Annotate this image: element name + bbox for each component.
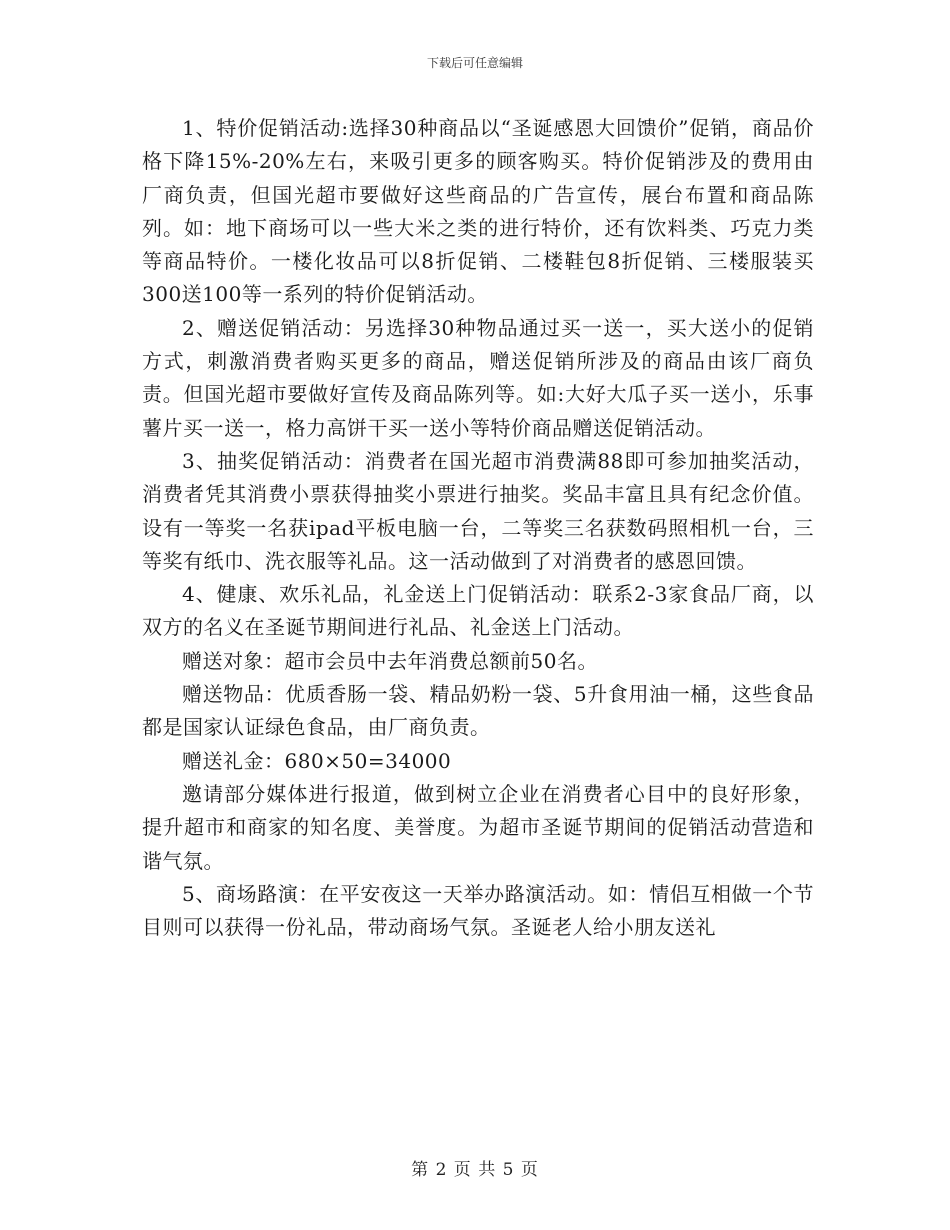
paragraph-home-delivery-promotion: 4、健康、欢乐礼品，礼金送上门促销活动：联系2-3家食品厂商，以双方的名义在圣诞节期间进行礼品、礼金送上门活动。 [142,582,814,640]
paragraph-gift-promotion: 2、赠送促销活动：另选择30种物品通过买一送一，买大送小的促销方式，刺激消费者购买更多的商品，赠送促销所涉及的商品由该厂商负责。但国光超市要做好宣传及商品陈列等。如:大好大瓜子买一送小，乐事薯片买一送一，格力高饼干买一送小等特价商品赠送促销活动。 [142,315,814,440]
paragraph-media-coverage: 邀请部分媒体进行报道，做到树立企业在消费者心目中的良好形象，提升超市和商家的知名度、美誉度。为超市圣诞节期间的促销活动营造和谐气氛。 [142,781,814,873]
document-body [142,112,814,944]
paragraph-special-price-promotion: 1、特价促销活动:选择30种商品以“圣诞感恩大回馈价”促销，商品价格下降15%-20%左右，来吸引更多的顾客购买。特价促销涉及的费用由厂商负责，但国光超市要做好这些商品的广告宣传，展台布置和商品陈列。如：地下商场可以一些大米之类的进行特价，还有饮料类、巧克力类等商品特价。一楼化妆品可以8折促销、二楼鞋包8折促销、三楼服装买300送100等一系列的特价促销活动。 [142,116,814,307]
page-header-note: 下载后可任意编辑 [426,56,523,70]
paragraph-roadshow: 5、商场路演：在平安夜这一天举办路演活动。如：情侣互相做一个节目则可以获得一份礼品，带动商场气氛。圣诞老人给小朋友送礼 [142,881,814,940]
paragraph-gift-items: 赠送物品：优质香肠一袋、精品奶粉一袋、5升食用油一桶，这些食品都是国家认证绿色食品，由厂商负责。 [142,682,814,740]
paragraph-gift-recipients: 赠送对象：超市会员中去年消费总额前50名。 [182,648,598,673]
page-number-footer: 第 2 页 共 5 页 [411,1160,539,1180]
paragraph-gift-money: 赠送礼金：680×50=34000 [182,748,452,773]
paragraph-lottery-promotion: 3、抽奖促销活动：消费者在国光超市消费满88即可参加抽奖活动，消费者凭其消费小票获得抽奖小票进行抽奖。奖品丰富且具有纪念价值。设有一等奖一名获ipad平板电脑一台，二等奖三名获数码照相机一台，三等奖有纸巾、洗衣服等礼品。这一活动做到了对消费者的感恩回馈。 [142,448,814,573]
